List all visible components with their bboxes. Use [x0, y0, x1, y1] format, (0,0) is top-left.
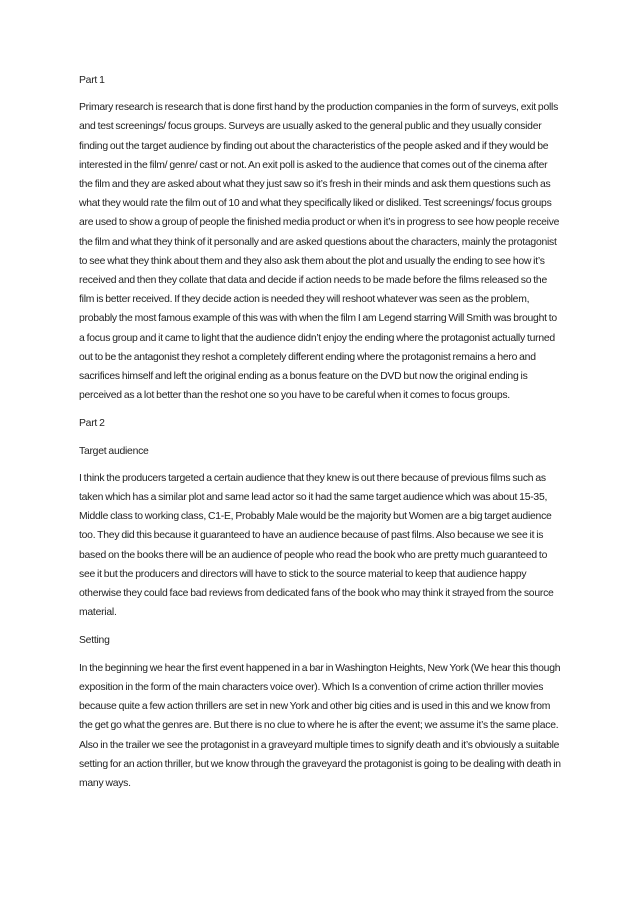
- part1-heading: Part 1: [79, 75, 105, 86]
- setting-heading: Setting: [79, 635, 110, 647]
- part1-body: Primary research is research that is done first hand by the production companies in the form of surveys, exit polls and test screenings/ focus groups. Surveys are usually asked to the general public and they usually consider finding out the target audience by finding out about the characteristics of the people asked and if they would be interested in the film/ genre/ cast or not. An exit poll is asked to the audience that comes out of the cinema after the film and they are asked about what they just saw so it’s fresh in their minds and ask them questions such as what they would rate the film out of 10 and what they specifically liked or disliked. Test screenings/ focus groups are used to show a group of people the finished media product or when it’s in progress to see how people receive the film and what they think of it personally and are asked questions about the characters, mainly the protagonist to see what they think about them and they also ask them about the plot and usually the ending to see how it’s received and then they collate that data and decide if action needs to be made before the films released so the film is better received. If they decide action is needed they will reshoot whatever was seen as the problem, probably the most famous example of this was with when the film I am Legend starring Will Smith was brought to a focus group and it came to light that the audience didn’t enjoy the ending where the protagonist actually turned out to be the antagonist they reshot a completely different ending where the protagonist remains a hero and sacrifices himself and left the original ending as a bonus feature on the DVD but now the original ending is perceived as a lot better than the reshot one so you have to be careful when it comes to focus groups.: [79, 102, 560, 402]
- target-audience-body: I think the producers targeted a certain audience that they knew is out there because of previous films such as taken which has a similar plot and same lead actor so it had the same target audience which was about 15-35, Middle class to working class, C1-E, Probably Male would be the majority but Women are a big target audience too. They did this because it guaranteed to have an audience because of past films. Also because we see it is based on the books there will be an audience of people who read the book who are pretty much guaranteed to see it but the producers and directors will have to stick to the source material to keep that audience happy otherwise they could face bad reviews from dedicated fans of the book who may think it strayed from the source material.: [79, 472, 554, 619]
- target-audience-heading: Target audience: [79, 445, 149, 457]
- setting-body: In the beginning we hear the first event happened in a bar in Washington Heights, New York (We hear this though exposition in the form of the main characters voice over). Which Is a convention of crime action thriller movies because quite a few action thrillers are set in new York and other big cities and is used in this and we know from the get go what the genres are. But there is no clue to where he is after the event; we assume it’s the same place. Also in the trailer we see the protagonist in a graveyard multiple times to signify death and it’s obviously a suitable setting for an action thriller, but we know through the graveyard the protagonist is going to be dealing with death in many ways.: [79, 662, 561, 789]
- document-content: [79, 71, 562, 801]
- part2-heading: Part 2: [79, 418, 105, 430]
